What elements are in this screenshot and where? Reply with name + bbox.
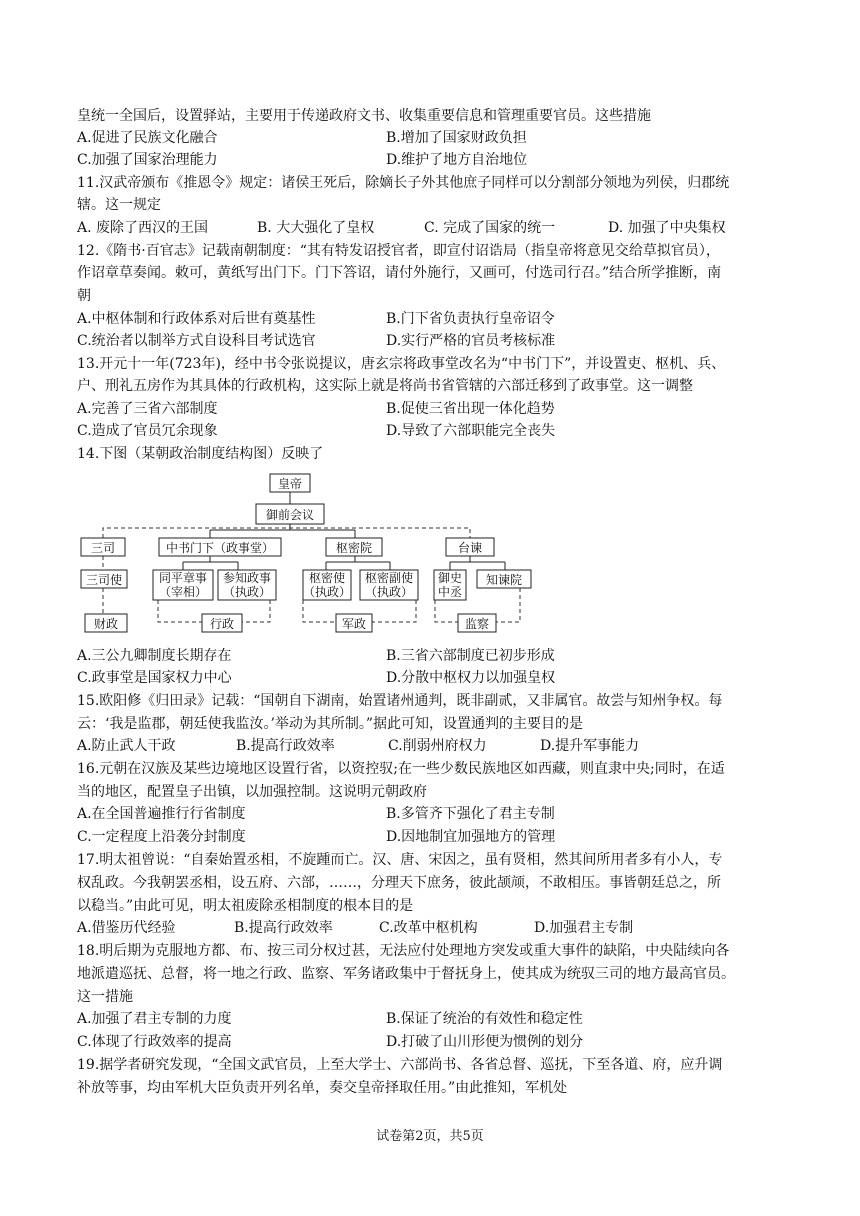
q13-option-d: D.导致了六部职能完全丧失 — [386, 423, 556, 439]
q16-option-c: C.一定程度上沿袭分封制度 — [77, 829, 246, 845]
q16-option-d: D.因地制宜加强地方的管理 — [386, 829, 556, 845]
q12-option-c: C.统治者以制举方式自设科目考试选官 — [77, 333, 316, 349]
tongping-label-1: 同平章事 — [158, 571, 208, 585]
question-18-stem-2: 地派遣巡抚、总督，将一地之行政、监察、军务诸政集中于督抚身上，使其成为统驭三司的地方最高官员。 — [77, 966, 735, 982]
q16-option-a: A.在全国普遍推行行省制度 — [77, 806, 246, 822]
q12-option-a: A.中枢体制和行政体系对后世有奠基性 — [77, 311, 316, 327]
question-16-stem-1: 16.元朝在汉族及某些边境地区设置行省，以资控驭;在一些少数民族地区如西藏，则直隶中央;同时，在适 — [77, 761, 725, 777]
q13-option-b: B.促使三省出现一体化趋势 — [386, 401, 555, 417]
question-15-stem-1: 15.欧阳修《归田录》记载：“国朝自下湖南，始置诸州通判，既非副贰，又非属官。故尝与知州争权。每 — [77, 693, 723, 709]
shumishi-label-2: （执政） — [302, 585, 352, 599]
question-17-stem-3: 以稳当。”由此可见，明太祖废除丞相制度的根本目的是 — [77, 898, 414, 914]
shumishi-label-1: 枢密使 — [308, 571, 346, 585]
q10-option-b: B.增加了国家财政负担 — [386, 130, 527, 146]
question-19-stem-2: 补放等事，均由军机大臣负责开列名单，奏交皇帝择取任用。”由此推知，军机处 — [77, 1080, 568, 1096]
junzheng-label: 军政 — [341, 617, 367, 631]
q13-option-c: C.造成了官员冗余现象 — [77, 423, 218, 439]
political-structure-diagram — [0, 468, 860, 640]
question-12-stem-3: 朝 — [77, 288, 91, 304]
q15-option-d: D.提升军事能力 — [540, 738, 640, 754]
q15-option-b: B.提高行政效率 — [236, 738, 335, 754]
yushi-label-1: 御史 — [437, 571, 463, 585]
q17-option-c: C.改革中枢机构 — [379, 920, 478, 936]
q14-option-b: B.三省六部制度已初步形成 — [386, 648, 555, 664]
q17-option-a: A.借鉴历代经验 — [77, 920, 176, 936]
q12-option-d: D.实行严格的官员考核标准 — [386, 333, 556, 349]
yushi-label-2: 中丞 — [437, 585, 463, 599]
question-11-stem-2: 辖。这一规定 — [77, 197, 161, 213]
q14-option-a: A.三公九卿制度长期存在 — [77, 648, 232, 664]
question-17-stem-1: 17.明太祖曾说：“自秦始置丞相，不旋踵而亡。汉、唐、宋因之，虽有贤相，然其间所用者多有小人，专 — [77, 852, 723, 868]
question-16-stem-2: 当的地区，配置皇子出镇，以加强控制。这说明元朝政府 — [77, 784, 427, 800]
taijian-label: 台谏 — [457, 541, 483, 555]
page-footer: 试卷第2页，共5页 — [376, 1129, 484, 1144]
council-label: 御前会议 — [265, 508, 315, 522]
question-13-stem-2: 户、刑礼五房作为其具体的行政机构，这实际上就是将尚书省管辖的六部迁移到了政事堂。这一调整 — [77, 378, 693, 394]
jiancha-label: 监察 — [464, 617, 490, 631]
zhongshu-label: 中书门下（政事堂） — [165, 541, 275, 555]
zhijian-label: 知谏院 — [485, 573, 523, 587]
question-17-stem-2: 权乱政。今我朝罢丞相，设五府、六部，……，分理天下庶务，彼此颉颃，不敢相压。事皆朝廷总之，所 — [77, 875, 721, 891]
shumifu-label-2: （执政） — [364, 585, 414, 599]
question-18-stem-1: 18.明后期为克服地方都、布、按三司分权过甚，无法应付处理地方突发或重大事件的缺陷，中央陆续向各 — [77, 943, 730, 959]
q10-option-a: A.促进了民族文化融合 — [77, 130, 218, 146]
q11-option-a: A. 废除了西汉的王国 — [77, 220, 209, 236]
shumi-label: 枢密院 — [335, 541, 373, 555]
q15-option-a: A.防止武人干政 — [77, 738, 176, 754]
q17-option-d: D.加强君主专制 — [534, 920, 634, 936]
question-19-stem-1: 19.据学者研究发现，“全国文武官员，上至大学士、六部尚书、各省总督、巡抚，下至各道、府，应升调 — [77, 1057, 723, 1073]
q11-option-d: D. 加强了中央集权 — [608, 220, 726, 236]
sansishi-label: 三司使 — [85, 573, 123, 587]
question-18-stem-3: 这一措施 — [77, 989, 133, 1005]
q11-option-c: C. 完成了国家的统一 — [424, 220, 556, 236]
q12-option-b: B.门下省负责执行皇帝诏令 — [386, 311, 555, 327]
question-15-stem-2: 云：‘我是监郡，朝廷使我监汝。’举动为其所制。”据此可知，设置通判的主要目的是 — [77, 716, 584, 732]
question-10-stem: 皇统一全国后，设置驿站，主要用于传递政府文书、收集重要信息和管理重要官员。这些措施 — [77, 108, 651, 124]
question-12-stem-2: 作诏章草奏闻。敕可，黄纸写出门下。门下答诏，请付外施行，又画可，付选司行召。”结合所学推断，南 — [77, 265, 722, 281]
q13-option-a: A.完善了三省六部制度 — [77, 401, 218, 417]
xingzheng-label: 行政 — [209, 617, 235, 631]
q16-option-b: B.多管齐下强化了君主专制 — [386, 806, 555, 822]
canzhi-label-2: （执政） — [222, 585, 272, 599]
canzhi-label-1: 参知政事 — [222, 571, 272, 585]
question-14-stem: 14.下图（某朝政治制度结构图）反映了 — [77, 446, 324, 462]
sansi-label: 三司 — [90, 541, 116, 555]
q15-option-c: C.削弱州府权力 — [388, 738, 487, 754]
question-11-stem-1: 11.汉武帝颁布《推恩令》规定：诸侯王死后，除嫡长子外其他庶子同样可以分割部分领地为列侯，归郡统 — [77, 175, 730, 191]
q11-option-b: B. 大大强化了皇权 — [257, 220, 375, 236]
tongping-label-2: （宰相） — [158, 585, 208, 599]
emperor-label: 皇帝 — [277, 477, 303, 491]
q10-option-d: D.维护了地方自治地位 — [386, 152, 528, 168]
q18-option-c: C.体现了行政效率的提高 — [77, 1034, 232, 1050]
q18-option-a: A.加强了君主专制的力度 — [77, 1011, 232, 1027]
q18-option-b: B.保证了统治的有效性和稳定性 — [386, 1011, 583, 1027]
q10-option-c: C.加强了国家治理能力 — [77, 152, 218, 168]
q18-option-d: D.打破了山川形便为惯例的划分 — [386, 1034, 584, 1050]
caizheng-label: 财政 — [93, 617, 119, 631]
question-13-stem-1: 13.开元十一年(723年)，经中书令张说提议，唐玄宗将政事堂改名为“中书门下”，并设置吏、枢机、兵、 — [77, 356, 726, 372]
q17-option-b: B.提高行政效率 — [234, 920, 333, 936]
q14-option-d: D.分散中枢权力以加强皇权 — [386, 670, 556, 686]
question-12-stem-1: 12.《隋书·百官志》记载南朝制度：“其有特发诏授官者，即宣付诏诰局（指皇帝将意见交给草拟官员）， — [77, 243, 720, 259]
shumifu-label-1: 枢密副使 — [364, 571, 414, 585]
q14-option-c: C.政事堂是国家权力中心 — [77, 670, 232, 686]
